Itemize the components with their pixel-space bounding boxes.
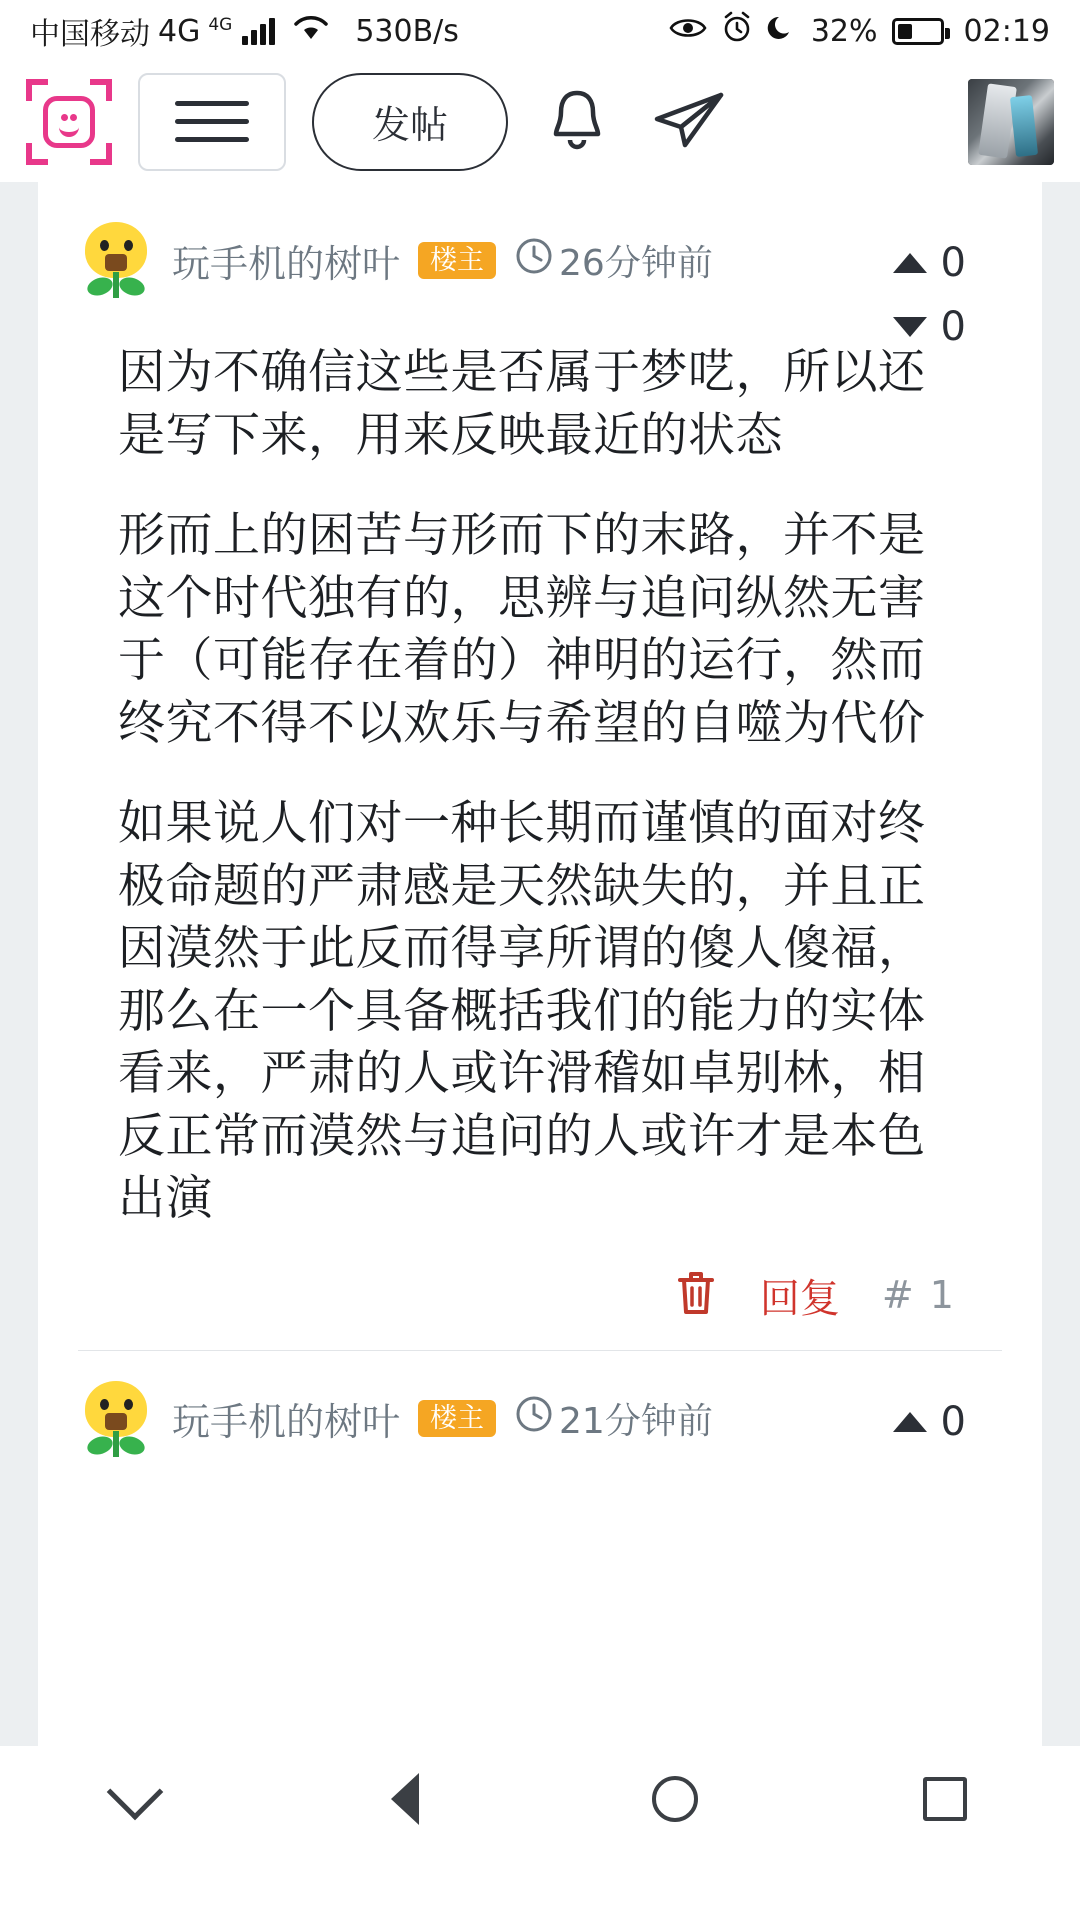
home-circle-icon [652,1776,698,1822]
thread-scroll-area[interactable] [0,182,1080,1852]
post-author-avatar[interactable] [78,1381,154,1457]
upvote-count: 0 [940,240,966,286]
new-post-label: 发帖 [371,103,448,147]
post-time [514,1393,713,1444]
menu-icon [175,137,249,142]
reply-button[interactable]: 回复 [759,1275,840,1322]
status-bar-right [669,11,1050,51]
vote-controls [893,240,966,350]
wifi-icon [293,13,329,49]
clock-icon [514,236,554,285]
clock-icon [514,1394,554,1443]
post-time-label: 21分钟前 [559,1401,713,1442]
post-author-name[interactable]: 玩手机的树叶 [172,1400,401,1444]
site-logo-icon[interactable] [26,79,112,165]
post-body [78,298,1002,1231]
menu-icon [175,119,249,124]
recents-button[interactable] [885,1746,1005,1852]
messages-button[interactable] [646,73,732,171]
avatar[interactable] [968,79,1054,165]
post-author-avatar[interactable] [78,222,154,298]
network-type-label: 4G [158,13,201,49]
back-triangle-icon [391,1773,419,1825]
battery-icon [892,18,944,45]
status-bar-left [30,9,459,53]
post-author-name[interactable]: 玩手机的树叶 [172,241,401,286]
post-time-label: 26分钟前 [559,242,713,284]
arrow-up-icon [893,1412,927,1432]
carrier-label: 中国移动 [30,17,150,52]
eye-icon [669,14,707,49]
home-button[interactable] [615,1746,735,1852]
bell-icon [548,88,606,156]
post-time [514,235,713,286]
arrow-up-icon [893,253,927,273]
post-paragraph: 因为不确信这些是否属于梦呓，所以还是写下来，用来反映最近的状态 [118,345,926,463]
arrow-down-icon [893,317,927,337]
delete-button[interactable] [674,1268,718,1322]
battery-percent-label: 32% [810,13,878,49]
network-sup-label: 4G [208,15,233,35]
signal-strength-icon [242,17,275,45]
menu-button[interactable] [138,73,286,171]
downvote-button[interactable] [893,304,966,350]
post-item [38,200,1042,1350]
original-poster-badge: 楼主 [418,242,496,279]
upvote-button[interactable] [893,240,966,286]
clock-label: 02:19 [963,13,1050,49]
post-paragraph: 形而上的困苦与形而下的末路，并不是这个时代独有的，思辨与追问纵然无害于（可能存在着的）神明的运行，然而终究不得不以欢乐与希望的自噬为代价 [118,508,926,751]
status-bar [0,0,1080,62]
hide-keyboard-button[interactable] [75,1746,195,1852]
vote-controls [893,1399,966,1445]
thread-card [38,182,1042,1852]
card-top-spacer [38,182,1042,200]
post-header [78,1381,1002,1457]
upvote-button[interactable] [893,1399,966,1445]
back-button[interactable] [345,1746,465,1852]
paper-plane-icon [653,89,725,155]
post-header [78,222,1002,350]
moon-icon [767,12,797,50]
new-post-button[interactable] [312,73,508,171]
app-header [0,62,1080,182]
alarm-icon [721,11,753,51]
floor-number: # 1 [881,1273,956,1317]
post-actions [78,1231,1002,1350]
post-paragraph: 如果说人们对一种长期而谨慎的面对终极命题的严肃感是天然缺失的，并且正因漠然于此反而得享所谓的傻人傻福，那么在一个具备概括我们的能力的实体看来，严肃的人或许滑稽如卓别林，相反正常而漠然与追问的人或许才是本色出演 [118,796,926,1226]
notifications-button[interactable] [534,73,620,171]
data-speed-label: 530B/s [355,13,459,49]
menu-icon [175,101,249,106]
upvote-count: 0 [940,1398,966,1445]
system-navigation-bar [0,1746,1080,1852]
post-item [38,1351,1042,1457]
original-poster-badge: 楼主 [418,1400,496,1437]
downvote-count: 0 [940,304,966,350]
recents-square-icon [923,1777,967,1821]
chevron-down-icon [107,1764,164,1821]
